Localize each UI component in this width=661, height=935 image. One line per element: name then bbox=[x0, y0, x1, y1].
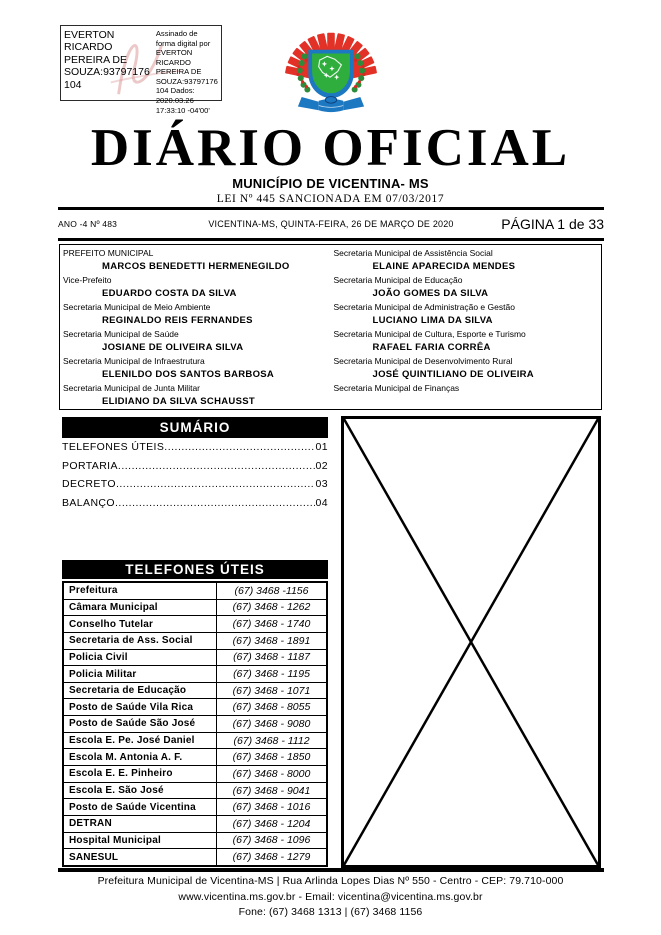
summary-item bbox=[62, 497, 328, 516]
official-role: Secretaria Municipal de Saúde bbox=[63, 329, 179, 339]
divider-footer bbox=[58, 868, 604, 872]
phone-row bbox=[64, 716, 326, 733]
phone-number: (67) 3468 - 1740 bbox=[232, 618, 311, 631]
phone-row bbox=[64, 583, 326, 600]
crest-ribbon bbox=[298, 97, 364, 113]
phone-place: Policia Civil bbox=[64, 650, 217, 666]
phone-row bbox=[64, 783, 326, 800]
date-line: VICENTINA-MS, QUINTA-FEIRA, 26 DE MARÇO DE 2020 bbox=[208, 219, 454, 229]
official-name: ELENILDO DOS SANTOS BARBOSA bbox=[102, 369, 275, 380]
phone-place: Conselho Tutelar bbox=[64, 616, 217, 632]
summary-item bbox=[62, 441, 328, 460]
phone-number: (67) 3468 - 1262 bbox=[232, 601, 311, 614]
phone-place: Escola E. E. Pinheiro bbox=[64, 766, 217, 782]
official-entry bbox=[60, 247, 331, 274]
official-role: Secretaria Municipal de Junta Militar bbox=[63, 383, 201, 393]
footer bbox=[0, 874, 661, 921]
municipal-crest bbox=[279, 23, 383, 120]
phone-row bbox=[64, 600, 326, 617]
official-role: Secretaria Municipal de Administração e Gestão bbox=[333, 302, 515, 312]
divider-infobar bbox=[58, 238, 604, 241]
phone-number: (67) 3468 - 1112 bbox=[233, 734, 310, 747]
phone-place: Posto de Saúde Vicentina bbox=[64, 799, 217, 815]
official-entry bbox=[60, 355, 331, 382]
official-role: Secretaria Municipal de Cultura, Esporte e Turismo bbox=[333, 329, 526, 339]
phone-row bbox=[64, 699, 326, 716]
info-bar bbox=[58, 211, 604, 237]
phone-number: (67) 3468 - 1187 bbox=[233, 651, 310, 664]
phone-place: Policia Militar bbox=[64, 666, 217, 682]
signature-name: EVERTON RICARDO PEREIRA DE SOUZA:93797176104 bbox=[64, 29, 150, 91]
summary-item-page: 03 bbox=[315, 478, 328, 490]
phone-number: (67) 3468 - 1071 bbox=[232, 684, 311, 697]
page-title: DIÁRIO OFICIAL bbox=[90, 119, 571, 177]
officials-right-column bbox=[331, 247, 602, 409]
official-name: JOSIANE DE OLIVEIRA SILVA bbox=[102, 342, 244, 353]
law-line: LEI Nº 445 SANCIONADA EM 07/03/2017 bbox=[216, 193, 445, 205]
phone-place: Posto de Saúde Vila Rica bbox=[64, 699, 217, 715]
phone-place: Hospital Municipal bbox=[64, 833, 217, 849]
phone-number: (67) 3468 - 9080 bbox=[232, 717, 311, 730]
summary-item-page: 01 bbox=[315, 441, 328, 453]
image-placeholder-box bbox=[341, 416, 601, 868]
official-entry bbox=[331, 301, 602, 328]
phone-row bbox=[64, 733, 326, 750]
phone-number: (67) 3468 - 1891 bbox=[232, 634, 311, 647]
placeholder-x-icon bbox=[344, 419, 598, 865]
official-name: JOÃO GOMES DA SILVA bbox=[372, 288, 489, 299]
officials-box bbox=[59, 244, 602, 410]
official-entry bbox=[331, 328, 602, 355]
phone-number: (67) 3468 - 8000 bbox=[232, 767, 311, 780]
official-role: Secretaria Municipal de Meio Ambiente bbox=[63, 302, 211, 312]
official-entry bbox=[60, 301, 331, 328]
official-role: Secretaria Municipal de Assistência Social bbox=[333, 248, 493, 258]
summary-list bbox=[62, 441, 328, 515]
divider-top bbox=[58, 207, 604, 210]
phone-place: Secretaria de Ass. Social bbox=[64, 633, 217, 649]
phone-row bbox=[64, 849, 326, 865]
phone-row bbox=[64, 833, 326, 850]
phones-table bbox=[62, 581, 328, 867]
phone-number: (67) 3468 - 1279 bbox=[232, 851, 311, 864]
official-role: Secretaria Municipal de Educação bbox=[333, 275, 463, 285]
phone-number: (67) 3468 - 9041 bbox=[232, 784, 311, 797]
official-name: JOSÉ QUINTILIANO DE OLIVEIRA bbox=[372, 369, 534, 380]
phone-number: (67) 3468 - 8055 bbox=[232, 701, 311, 714]
phone-row bbox=[64, 650, 326, 667]
phones-header: TELEFONES ÚTEIS bbox=[62, 560, 328, 579]
phone-row bbox=[64, 816, 326, 833]
dot-leader bbox=[116, 478, 315, 490]
official-role: Secretaria Municipal de Desenvolvimento Rural bbox=[333, 356, 513, 366]
phone-number: (67) 3468 -1156 bbox=[234, 584, 309, 597]
phone-place: Posto de Saúde São José bbox=[64, 716, 217, 732]
phone-place: Escola E. Pe. José Daniel bbox=[64, 733, 217, 749]
official-name: ELIDIANO DA SILVA SCHAUSST bbox=[102, 396, 255, 407]
phone-number: (67) 3468 - 1850 bbox=[232, 751, 311, 764]
summary-item-label: PORTARIA bbox=[62, 459, 118, 472]
official-entry bbox=[331, 247, 602, 274]
official-name: RAFAEL FARIA CORRÊA bbox=[372, 342, 491, 353]
edition-number: ANO -4 Nº 483 bbox=[58, 219, 118, 229]
official-role: Vice-Prefeito bbox=[63, 275, 112, 285]
phone-place: Secretaria de Educação bbox=[64, 683, 217, 699]
digital-signature-stamp bbox=[60, 25, 222, 115]
official-name: MARCOS BENEDETTI HERMENEGILDO bbox=[102, 261, 290, 272]
official-entry bbox=[331, 355, 602, 382]
summary-item-label: BALANÇO bbox=[62, 496, 115, 509]
official-entry bbox=[331, 274, 602, 301]
signature-details: Assinado de forma digital por EVERTON RICARDO PEREIRA DE SOUZA:93797176104 Dados: 2020.03.26 17:33:10 -04'00' bbox=[155, 29, 218, 115]
page-indicator: PÁGINA 1 de 33 bbox=[501, 216, 604, 232]
phone-number: (67) 3468 - 1016 bbox=[232, 801, 311, 814]
summary-item-label: TELEFONES ÚTEIS bbox=[62, 441, 165, 453]
summary-item-label: DECRETO bbox=[62, 478, 116, 490]
official-entry bbox=[60, 274, 331, 301]
footer-web-email: www.vicentina.ms.gov.br - Email: vicentina@vicentina.ms.gov.br bbox=[178, 890, 483, 903]
official-name: REGINALDO REIS FERNANDES bbox=[102, 315, 253, 326]
official-entry bbox=[60, 382, 331, 409]
phone-place: Prefeitura bbox=[64, 583, 217, 599]
summary-item bbox=[62, 478, 328, 497]
summary-header: SUMÁRIO bbox=[62, 417, 328, 438]
phone-row bbox=[64, 749, 326, 766]
official-name: ELAINE APARECIDA MENDES bbox=[372, 261, 516, 272]
phone-number: (67) 3468 - 1096 bbox=[232, 834, 311, 847]
phone-row bbox=[64, 666, 326, 683]
phone-number: (67) 3468 - 1204 bbox=[232, 817, 311, 830]
phone-place: Escola M. Antonia A. F. bbox=[64, 749, 217, 765]
phone-place: Escola E. São José bbox=[64, 783, 217, 799]
phone-row bbox=[64, 616, 326, 633]
phone-row bbox=[64, 683, 326, 700]
official-role: PREFEITO MUNICIPAL bbox=[63, 248, 154, 258]
official-entry bbox=[331, 382, 602, 395]
phone-row bbox=[64, 766, 326, 783]
summary-item bbox=[62, 460, 328, 479]
phone-number: (67) 3468 - 1195 bbox=[233, 668, 310, 681]
phone-row bbox=[64, 799, 326, 816]
official-name: LUCIANO LIMA DA SILVA bbox=[372, 315, 493, 326]
dot-leader bbox=[164, 441, 314, 453]
official-role: Secretaria Municipal de Infraestrutura bbox=[63, 356, 205, 366]
officials-left-column bbox=[60, 247, 331, 409]
municipality-name: MUNICÍPIO DE VICENTINA- MS bbox=[232, 176, 429, 191]
dot-leader bbox=[115, 497, 315, 509]
phone-place: DETRAN bbox=[64, 816, 217, 832]
footer-phones: Fone: (67) 3468 1313 | (67) 3468 1156 bbox=[238, 906, 423, 918]
official-name: EDUARDO COSTA DA SILVA bbox=[102, 288, 237, 299]
phone-row bbox=[64, 633, 326, 650]
phone-place: SANESUL bbox=[64, 849, 217, 865]
summary-item-page: 02 bbox=[315, 459, 328, 472]
dot-leader bbox=[118, 460, 315, 472]
official-role: Secretaria Municipal de Finanças bbox=[333, 383, 460, 393]
official-entry bbox=[60, 328, 331, 355]
summary-item-page: 04 bbox=[315, 496, 328, 509]
footer-address: Prefeitura Municipal de Vicentina-MS | Rua Arlinda Lopes Dias Nº 550 - Centro - CEP: 79.710-000 bbox=[97, 875, 564, 887]
phone-place: Câmara Municipal bbox=[64, 600, 217, 616]
